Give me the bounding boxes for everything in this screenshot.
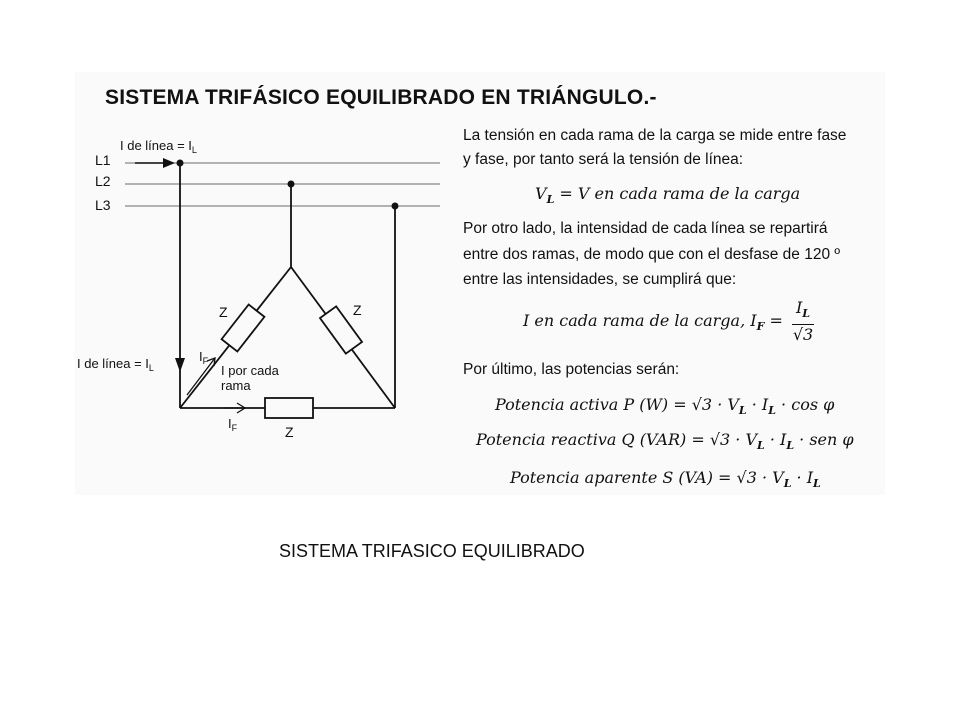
formula-active-power: Potencia activa P $(W) = √3 \cdot V_L \cdot I_L \cdot \cos \varphi$: [495, 395, 835, 417]
phase-current-label-bottom: $I_F$: [228, 416, 238, 433]
paragraph-1-line-2: y fase, por tanto será la tensión de línea:: [463, 151, 744, 168]
branch-current-label-2: rama: [221, 378, 251, 393]
figure-title: SISTEMA TRIFÁSICO EQUILIBRADO EN TRIÁNGULO.-: [105, 86, 657, 109]
phase-current-label-diag: $I_F$: [199, 349, 209, 366]
paragraph-2-line-3: entre las intensidades, se cumplirá que:: [463, 271, 737, 288]
paragraph-3: Por último, las potencias serán:: [463, 361, 680, 378]
impedance-label-bottom: Z: [285, 424, 294, 440]
slide-caption: SISTEMA TRIFASICO EQUILIBRADO: [279, 541, 585, 561]
down-arrow-icon: [175, 358, 185, 372]
impedance-label-left: Z: [219, 304, 228, 320]
impedance-label-right: Z: [353, 302, 362, 318]
formula-phase-current: I en cada rama de la carga, $I_F$ = $\frac{I_L}{√3}$: [523, 298, 814, 344]
fraction: $\frac{I_L}{√3}$: [792, 298, 814, 344]
impedance-left: [222, 305, 265, 352]
formula-apparent-power: Potencia aparente S $(VA) = √3 \cdot V_L \cdot I_L$: [510, 468, 821, 490]
line-label-l3: L3: [95, 197, 111, 213]
paragraph-1-line-1: La tensión en cada rama de la carga se mide entre fase: [463, 127, 847, 144]
line-label-l1: L1: [95, 152, 111, 168]
branch-current-label-1: I por cada: [221, 363, 279, 378]
line-current-label-left: I de línea = $I_L$: [77, 356, 154, 373]
line-current-label-top: I de línea = $I_L$: [120, 138, 197, 155]
delta-circuit-diagram: [75, 72, 455, 495]
formula-line-voltage: $V_L = V$ en cada rama de la carga: [535, 184, 801, 206]
line-label-l2: L2: [95, 173, 111, 189]
paragraph-2-line-1: Por otro lado, la intensidad de cada línea se repartirá: [463, 220, 828, 237]
impedance-bottom: [265, 398, 313, 418]
figure-panel: [75, 72, 885, 495]
paragraph-2-line-2: entre dos ramas, de modo que con el desfase de 120 º: [463, 246, 841, 263]
line-current-arrowhead-icon: [163, 158, 175, 168]
formula-reactive-power: Potencia reactiva Q $(VAR) = √3 \cdot V_L \cdot I_L$ · sen φ: [476, 430, 854, 452]
